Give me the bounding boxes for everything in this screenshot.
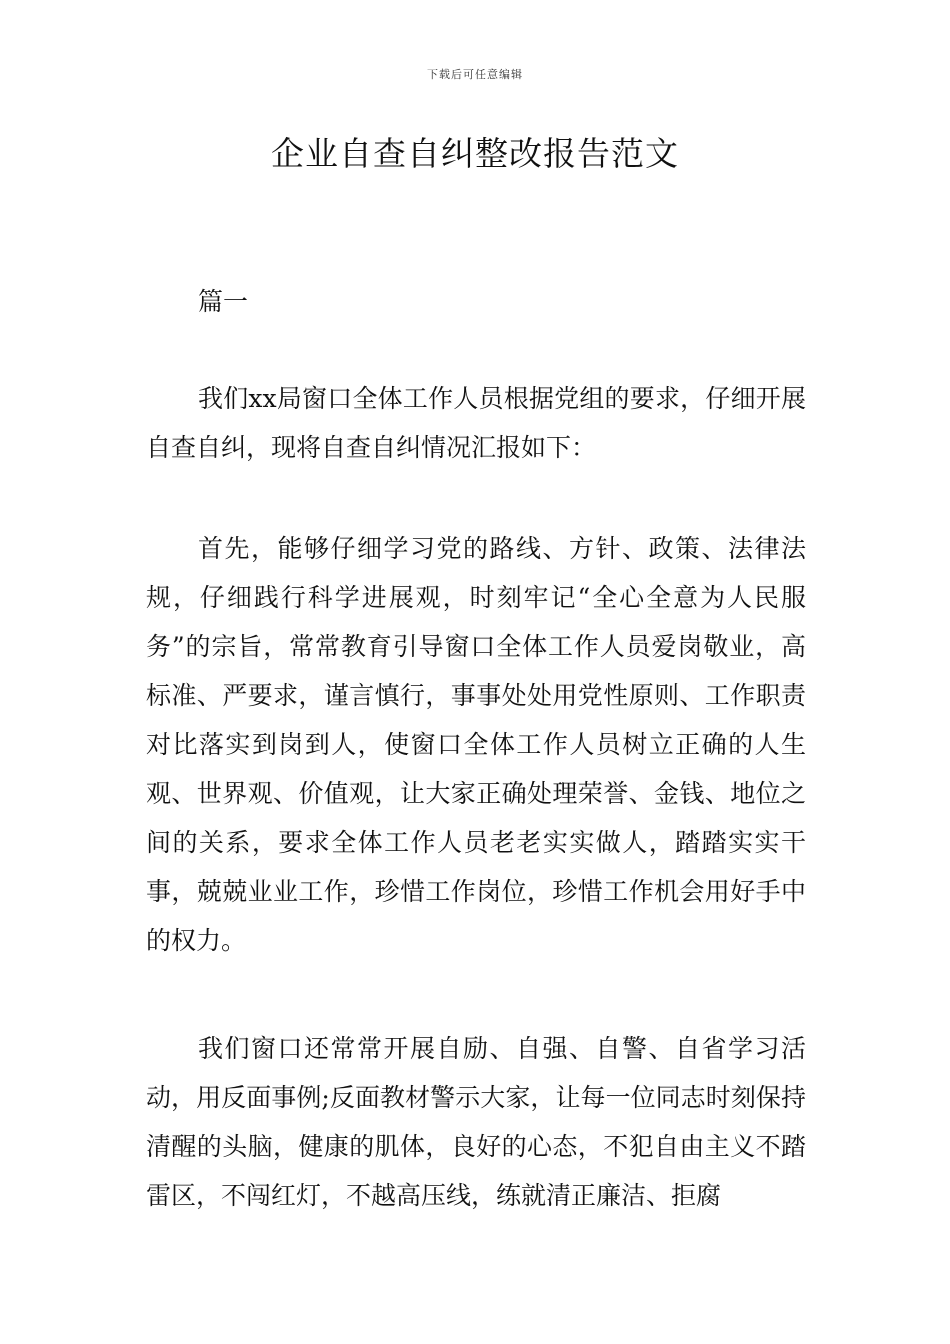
paragraph-1: 我们xx局窗口全体工作人员根据党组的要求，仔细开展自查自纠，现将自查自纠情况汇报如下： (146, 384, 806, 462)
header-note: 下载后可任意编辑 (427, 68, 523, 81)
section-heading: 篇一 (198, 287, 249, 316)
paragraph-2: 首先，能够仔细学习党的路线、方针、政策、法律法规，仔细践行科学进展观，时刻牢记“全心全意为人民服务”的宗旨，常常教育引导窗口全体工作人员爱岗敬业，高标准、严要求，谨言慎行，事事处处用党性原则、工作职责对比落实到岗到人，使窗口全体工作人员树立正确的人生观、世界观、价值观，让大家正确处理荣誉、金钱、地位之间的关系，要求全体工作人员老老实实做人，踏踏实实干事，兢兢业业工作，珍惜工作岗位，珍惜工作机会用好手中的权力。 (146, 534, 806, 955)
document-title: 企业自查自纠整改报告范文 (271, 134, 679, 173)
paragraph-3: 我们窗口还常常开展自励、自强、自警、自省学习活动，用反面事例;反面教材警示大家，让每一位同志时刻保持清醒的头脑，健康的肌体，良好的心态，不犯自由主义不踏雷区，不闯红灯，不越高压线，练就清正廉洁、拒腐 (146, 1034, 806, 1210)
